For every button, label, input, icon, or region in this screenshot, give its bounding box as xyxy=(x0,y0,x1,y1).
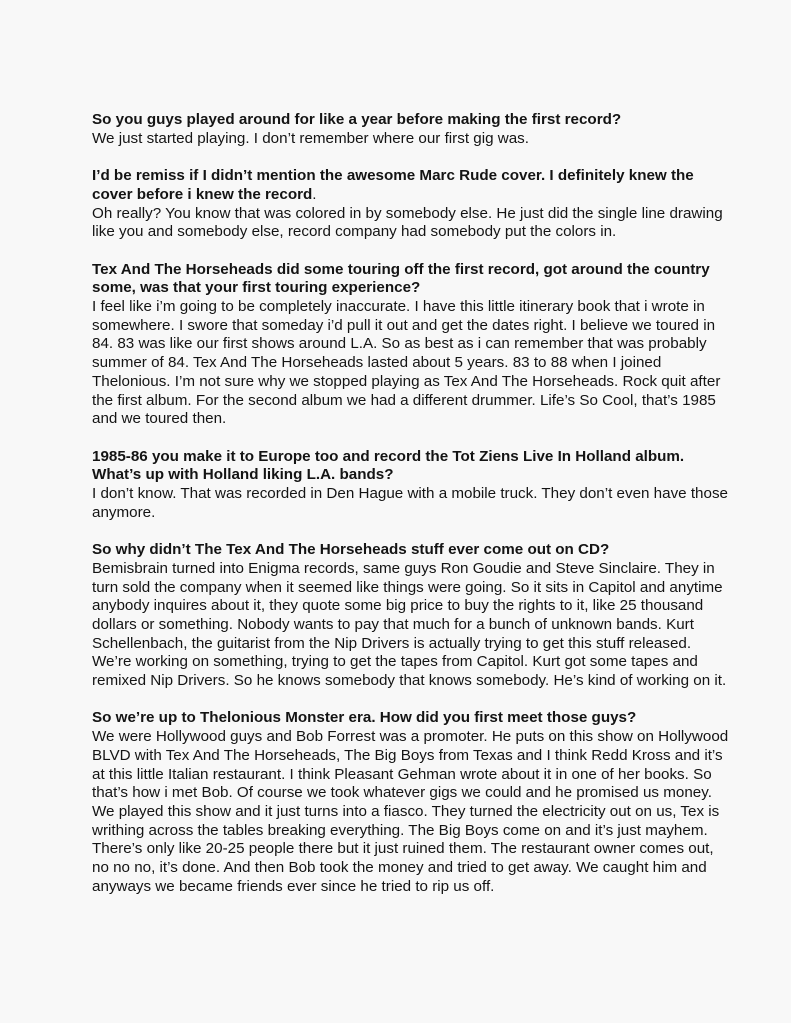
interview-answer: We were Hollywood guys and Bob Forrest was a promoter. He puts on this show on Hollywood BLVD with Tex And The Horseheads, The Big Boys from Texas and I think Redd Kross and it’s at this little Italian restaurant. I think Pleasant Gehman wrote about it in one of her books. So that’s how i met Bob. Of course we took whatever gigs we could and he promised us money. We played this show and it just turns into a fiasco. They turned the electricity out on us, Tex is writhing across the tables breaking everything. The Big Boys come on and it’s just mayhem. There’s only like 20-25 people there but it just ruined them. The restaurant owner comes out, no no no, it’s done. And then Bob took the money and tried to get away. We caught him and anyways we became friends ever since he tried to rip us off. xyxy=(92,728,729,895)
interview-answer: I don’t know. That was recorded in Den Hague with a mobile truck. They don’t even have those anymore. xyxy=(92,485,728,521)
interview-question: So why didn’t The Tex And The Horseheads stuff ever come out on CD? xyxy=(92,541,610,559)
interview-question: So you guys played around for like a year before making the first record? xyxy=(92,111,622,128)
qa-block-first-tour xyxy=(92,261,732,429)
interview-question: Tex And The Horseheads did some touring off the first record, got around the country some, was that your first touring experience? xyxy=(92,260,710,297)
interview-question-wrapper xyxy=(92,167,732,204)
interview-answer: I feel like i’m going to be completely inaccurate. I have this little itinerary book that i wrote in somewhere. I swore that someday i’d pull it out and get the dates right. I believe we toured in 84. 83 was like our first shows around L.A. So as best as i can remember that was probably summer of 84. Tex And The Horseheads lasted about 5 years. 83 to 88 when I joined Thelonious. I’m not sure why we stopped playing as Tex And The Horseheads. Rock quit after the first album. For the second album we had a different drummer. Life’s So Cool, that’s 1985 and we toured then. xyxy=(92,298,721,428)
interview-question: 1985-86 you make it to Europe too and record the Tot Ziens Live In Holland album. What’s up with Holland liking L.A. bands? xyxy=(92,447,685,484)
interview-question: I’d be remiss if I didn’t mention the awesome Marc Rude cover. I definitely knew the cover before i knew the record xyxy=(92,167,694,203)
interview-answer: Oh really? You know that was colored in by somebody else. He just did the single line drawing like you and somebody else, record company had somebody put the colors in. xyxy=(92,204,723,241)
qa-block-cd-release xyxy=(92,541,732,691)
qa-block-first-record xyxy=(92,111,732,148)
interview-answer: Bemisbrain turned into Enigma records, same guys Ron Goudie and Steve Sinclaire. They in turn sold the company when it seemed like things were going. So it sits in Capitol and anytime anybody inquires about it, they quote some big price to buy the rights to it, like 25 thousand dollars or something. Nobody wants to pay that much for a bunch of unknown bands. Kurt Schellenbach, the guitarist from the Nip Drivers is actually trying to get this stuff released. We’re working on something, trying to get the tapes from Capitol. Kurt got some tapes and remixed Nip Drivers. So he knows somebody that knows somebody. He’s kind of working on it. xyxy=(92,559,727,690)
interview-question: So we’re up to Thelonious Monster era. How did you first meet those guys? xyxy=(92,709,637,727)
interview-page xyxy=(92,111,732,915)
qa-block-thelonious-monster xyxy=(92,709,732,896)
interview-answer: We just started playing. I don’t remember where our first gig was. xyxy=(92,129,529,147)
qa-block-holland xyxy=(92,448,732,523)
interview-question-tail: . xyxy=(312,185,317,203)
qa-block-marc-rude-cover xyxy=(92,167,732,242)
